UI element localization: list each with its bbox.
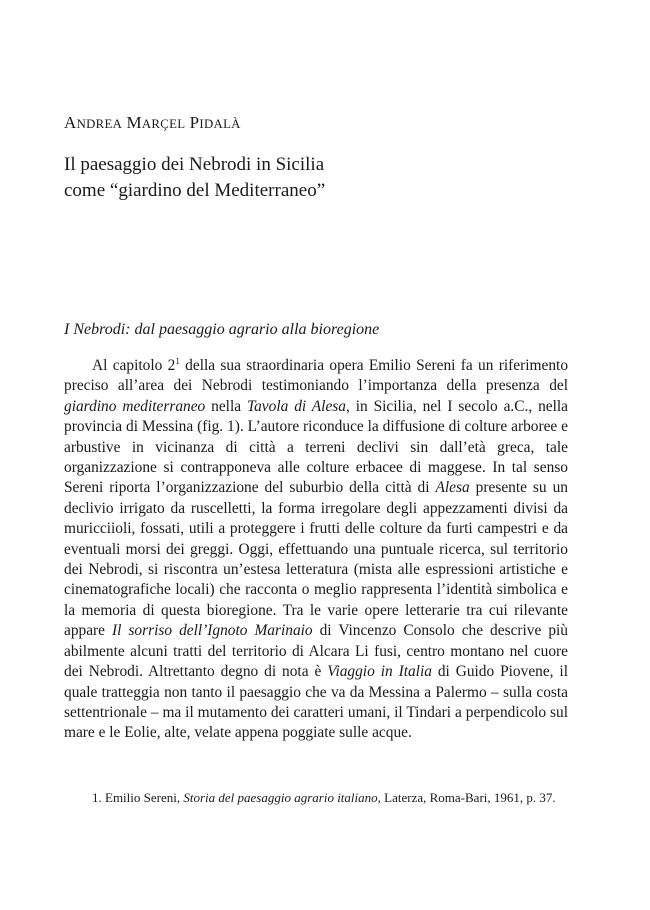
paragraph-italic-5: Viaggio in Italia xyxy=(327,663,432,681)
author-last-rest: IDALÀ xyxy=(199,117,241,131)
paragraph-text-5: presente su un declivio irrigato da ruscelletti, la forma irregolare degli appezzamenti divisi da muricciioli, fossati, utili a proteggere i frutti delle colture da furti campestri e da eventuali morsi dei greggi. Oggi, effettuando una puntuale ricerca, sul territorio dei Nebrodi, si riscontra un’estesa letteratura (mista alle espressioni artistiche e cinematografiche locali) che racconta o meglio rappresenta l’identità simbolica e la memoria di questa bioregione. Tra le varie opere letterarie tra cui rilevante appare xyxy=(64,479,568,640)
author-middle-initial: M xyxy=(126,113,142,132)
paper-title xyxy=(64,152,584,204)
body-paragraph xyxy=(64,356,568,744)
paragraph-italic-4: Il sorriso dell’Ignoto Marinaio xyxy=(112,622,313,640)
paragraph-text-7: di Guido Piovene, il quale tratteggia non tanto il paesaggio che va da Messina a Palermo – sulla costa settentrionale – ma il mutamento dei caratteri umani, il Tindari a perpendicolo sul mare e le Eolie, alte, velate appena poggiate sulle acque. xyxy=(64,663,568,742)
paragraph-italic-3: Alesa xyxy=(435,479,470,497)
author-name xyxy=(64,113,241,133)
paragraph-text-3: nella xyxy=(205,397,247,415)
paragraph-italic-1: giardino mediterraneo xyxy=(64,397,206,415)
author-first-initial: A xyxy=(64,113,77,132)
footnote xyxy=(64,789,568,808)
paper-title-line-2: come “giardino del Mediterraneo” xyxy=(64,180,326,201)
section-heading: I Nebrodi: dal paesaggio agrario alla bioregione xyxy=(64,321,380,338)
paragraph-text-6: di Vincenzo Consolo che descrive più abilmente alcuni tratti del territorio di Alcara Li fusi, centro montano nel cuore dei Nebrodi. Altrettanto degno di nota è xyxy=(64,622,569,681)
footnote-italic-title: Storia del paesaggio agrario italiano xyxy=(183,790,378,805)
author-first-rest: NDREA xyxy=(76,117,123,131)
footnote-text-1: 1. Emilio Sereni, xyxy=(92,790,184,805)
paragraph-text-1: Al capitolo 2 xyxy=(92,357,176,374)
paragraph-text-2: della sua straordinaria opera Emilio Sereni fa un riferimento preciso all’area dei Nebrodi testimoniando l’importanza della presenza del xyxy=(64,357,569,395)
paragraph-text-4: , in Sicilia, nel I secolo a.C., nella provincia di Messina (fig. 1). L’autore riconduce la diffusione di colture arboree e arbustive in vicinanza di città a terreni declivi sin dall’età greca, tale organizzazione si contrapponeva alle colture erbacee di maggese. In tal senso Sereni riporta l’organizzazione del suburbio della città di xyxy=(64,397,569,497)
footnote-text-2: , Laterza, Roma-Bari, 1961, p. 37. xyxy=(377,790,556,805)
author-middle-rest: ARÇEL xyxy=(141,117,186,131)
footnote-reference: 1 xyxy=(175,356,180,366)
paragraph-italic-2: Tavola di Alesa xyxy=(246,397,346,415)
author-last-initial: P xyxy=(189,113,200,132)
paper-title-line-1: Il paesaggio dei Nebrodi in Sicilia xyxy=(64,154,325,175)
